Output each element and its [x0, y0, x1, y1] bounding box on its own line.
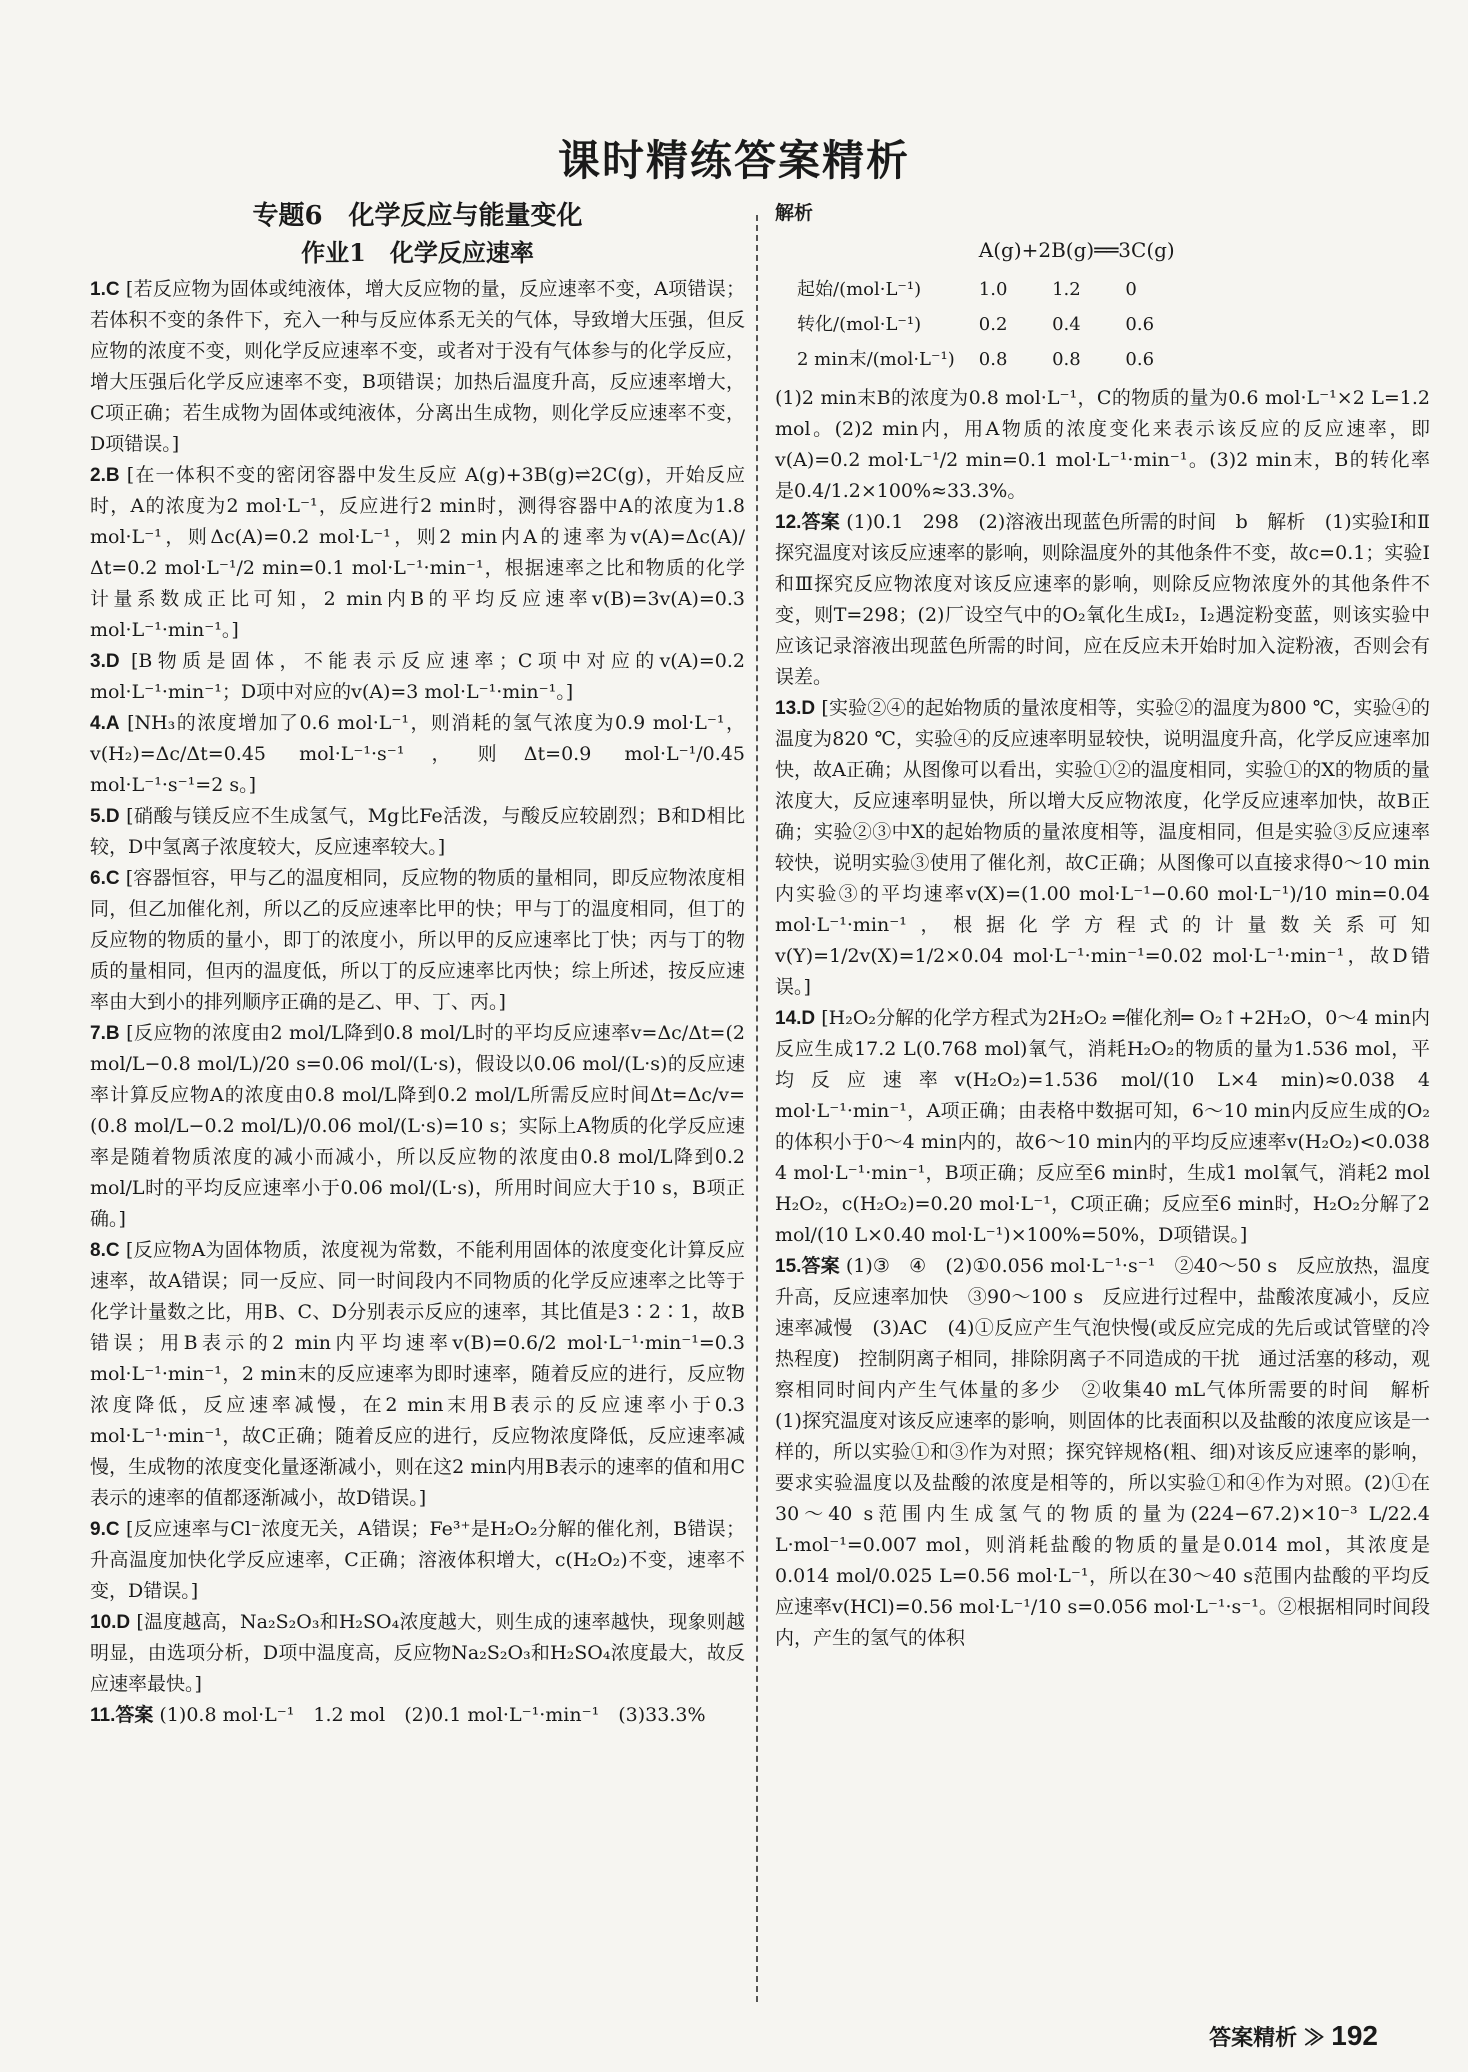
answer-item	[775, 1003, 1430, 1251]
chapter-heading: 专题6 化学反应与能量变化	[252, 201, 583, 231]
answer-number: 8.C	[90, 1240, 120, 1261]
three-line-calc-table	[785, 233, 1187, 377]
reaction-equation: A(g)+2B(g)══3C(g)	[978, 238, 1175, 262]
answer-number: 12.答案	[775, 512, 840, 533]
answer-text: [容器恒容，甲与乙的温度相同，反应物的物质的量相同，即反应物浓度相同，但乙加催化剂，所以乙的反应速率比甲的快；甲与丁的温度相同，但丁的反应物的物质的量小，即丁的浓度小，所以甲的反应速率比丁快；丙与丁的物质的量相同，但丙的温度低，所以丁的反应速率比丙快；综上所述，按反应速率由大到小的排列顺序正确的是乙、甲、丁、丙。]	[90, 867, 745, 1013]
answer-text: (1)0.8 mol·L⁻¹ 1.2 mol (2)0.1 mol·L⁻¹·min⁻¹ (3)33.3%	[159, 1704, 706, 1726]
analysis-heading: 解析	[775, 202, 814, 224]
answer-number: 3.D	[90, 651, 120, 672]
page-title: 课时精练答案精析	[557, 136, 910, 185]
answer-text: [若反应物为固体或纯液体，增大反应物的量，反应速率不变，A项错误；若体积不变的条件下，充入一种与反应体系无关的气体，导致增大压强，但反应物的浓度不变，则化学反应速率不变，或者对于没有气体参与的化学反应，增大压强后化学反应速率不变，B项错误；加热后温度升高，反应速率增大，C项正确；若生成物为固体或纯液体，分离出生成物，则化学反应速率不变，D项错误。]	[90, 278, 745, 455]
answer-item	[90, 1235, 745, 1514]
page-footer	[1209, 2020, 1378, 2052]
answer-item	[775, 383, 1430, 507]
answer-item	[90, 1700, 745, 1731]
homework-heading: 作业1 化学反应速率	[301, 238, 534, 267]
table-row: 转化/(mol·L⁻¹) 0.2 0.4 0.6	[797, 314, 1155, 335]
answer-item	[90, 863, 745, 1018]
answer-text: [实验②④的起始物质的量浓度相等，实验②的温度为800 ℃，实验④的温度为820 ℃，实验④的反应速率明显较快，说明温度升高，化学反应速率加快，故A正确；从图像可以看出，实验①②的温度相同，实验①的X的物质的量浓度大，反应速率明显快，所以增大反应物浓度，化学反应速率加快，故B正确；实验②③中X的起始物质的量浓度相等，温度相同，但是实验③反应速率较快，说明实验③使用了催化剂，故C正确；从图像可以直接求得0～10 min内实验③的平均速率v(X)=(1.00 mol·L⁻¹−0.60 mol·L⁻¹)/10 min=0.04 mol·L⁻¹·min⁻¹，根据化学方程式的计量数关系可知v(Y)=1/2v(X)=1/2×0.04 mol·L⁻¹·min⁻¹=0.02 mol·L⁻¹·min⁻¹，故D错误。]	[775, 697, 1430, 998]
answer-text: [在一体积不变的密闭容器中发生反应 A(g)+3B(g)⇌2C(g)，开始反应时，A的浓度为2 mol·L⁻¹，反应进行2 min时，测得容器中A的浓度为1.8 mol·L⁻¹，则Δc(A)=0.2 mol·L⁻¹，则2 min内A的速率为v(A)=Δc(A)/Δt=0.2 mol·L⁻¹/2 min=0.1 mol·L⁻¹·min⁻¹，根据速率之比和物质的化学计量系数成正比可知，2 min内B的平均反应速率v(B)=3v(A)=0.3 mol·L⁻¹·min⁻¹。]	[90, 464, 745, 641]
answer-text: [硝酸与镁反应不生成氢气，Mg比Fe活泼，与酸反应较剧烈；B和D相比较，D中氢离子浓度较大，反应速率较大。]	[90, 805, 745, 858]
answer-number: 4.A	[90, 713, 120, 734]
answer-number: 5.D	[90, 806, 120, 827]
answer-item	[90, 1514, 745, 1607]
answer-item	[90, 460, 745, 646]
right-answer-list	[775, 383, 1450, 1654]
answer-number: 9.C	[90, 1519, 120, 1540]
answer-text: (1)2 min末B的浓度为0.8 mol·L⁻¹，C的物质的量为0.6 mol·L⁻¹×2 L=1.2 mol。(2)2 min内，用A物质的浓度变化来表示该反应的反应速率，即v(A)=0.2 mol·L⁻¹/2 min=0.1 mol·L⁻¹·min⁻¹。(3)2 min末，B的转化率是0.4/1.2×100%≈33.3%。	[775, 387, 1430, 502]
answer-text: (1)③ ④ (2)①0.056 mol·L⁻¹·s⁻¹ ②40～50 s 反应放热，温度升高，反应速率加快 ③90～100 s 反应进行过程中，盐酸浓度减小，反应速率减慢 (3)AC (4)①反应产生气泡快慢(或反应完成的先后或试管壁的冷热程度) 控制阴离子相同，排除阴离子不同造成的干扰 通过活塞的移动，观察相同时间内产生气体量的多少 ②收集40 mL气体所需要的时间 解析 (1)探究温度对该反应速率的影响，则固体的比表面积以及盐酸的浓度应该是一样的，所以实验①和③作为对照；探究锌规格(粗、细)对该反应速率的影响，要求实验温度以及盐酸的浓度是相等的，所以实验①和④作为对照。(2)①在30～40 s范围内生成氢气的物质的量为(224−67.2)×10⁻³ L/22.4 L·mol⁻¹=0.007 mol，则消耗盐酸的物质的量是0.014 mol，其浓度是0.014 mol/0.025 L=0.56 mol·L⁻¹，所以在30～40 s范围内盐酸的平均反应速率v(HCl)=0.56 mol·L⁻¹/10 s=0.056 mol·L⁻¹·s⁻¹。②根据相同时间段内，产生的氢气的体积	[775, 1255, 1450, 1649]
answer-text: [温度越高，Na₂S₂O₃和H₂SO₄浓度越大，则生成的速率越快，现象则越明显，由选项分析，D项中温度高，反应物Na₂S₂O₃和H₂SO₄浓度最大，故反应速率最快。]	[90, 1611, 745, 1695]
footer-label: 答案精析 ≫	[1209, 2025, 1326, 2050]
left-column	[90, 198, 745, 1731]
answer-item	[90, 801, 745, 863]
answer-item	[90, 274, 745, 460]
answer-item	[775, 693, 1430, 1003]
page-number: 192	[1331, 2020, 1378, 2051]
answer-text: [反应速率与Cl⁻浓度无关，A错误；Fe³⁺是H₂O₂分解的催化剂，B错误；升高温度加快化学反应速率，C正确；溶液体积增大，c(H₂O₂)不变，速率不变，D错误。]	[90, 1518, 745, 1602]
table-row: 2 min末/(mol·L⁻¹) 0.8 0.8 0.6	[797, 349, 1155, 370]
answer-text: [H₂O₂分解的化学方程式为2H₂O₂ ═催化剂═ O₂↑+2H₂O，0～4 min内反应生成17.2 L(0.768 mol)氧气，消耗H₂O₂的物质的量为1.536 mol，平均反应速率v(H₂O₂)=1.536 mol/(10 L×4 min)≈0.038 4 mol·L⁻¹·min⁻¹，A项正确；由表格中数据可知，6～10 min内反应生成的O₂的体积小于0～4 min内的，故6～10 min内的平均反应速率v(H₂O₂)<0.038 4 mol·L⁻¹·min⁻¹，B项正确；反应至6 min时，生成1 mol氧气，消耗2 mol H₂O₂，c(H₂O₂)=0.20 mol·L⁻¹，C项正确；反应至6 min时，H₂O₂分解了2 mol/(10 L×0.40 mol·L⁻¹)×100%=50%，D项错误。]	[775, 1007, 1430, 1246]
answer-text: [反应物A为固体物质，浓度视为常数，不能利用固体的浓度变化计算反应速率，故A错误；同一反应、同一时间段内不同物质的化学反应速率之比等于化学计量数之比，用B、C、D分别表示反应的速率，其比值是3∶2∶1，故B错误；用B表示的2 min内平均速率v(B)=0.6/2 mol·L⁻¹·min⁻¹=0.3 mol·L⁻¹·min⁻¹，2 min末的反应速率为即时速率，随着反应的进行，反应物浓度降低，反应速率减慢，在2 min末用B表示的反应速率小于0.3 mol·L⁻¹·min⁻¹，故C正确；随着反应的进行，反应物浓度降低，反应速率减慢，生成物的浓度变化量逐渐减小，则在这2 min内用B表示的速率的值和用C表示的速率的值都逐渐减小，故D错误。]	[90, 1239, 745, 1509]
answer-text: [反应物的浓度由2 mol/L降到0.8 mol/L时的平均反应速率v=Δc/Δt=(2 mol/L−0.8 mol/L)/20 s=0.06 mol/(L·s)，假设以0.06 mol/(L·s)的反应速率计算反应物A的浓度由0.8 mol/L降到0.2 mol/L所需反应时间Δt=Δc/v=(0.8 mol/L−0.2 mol/L)/0.06 mol/(L·s)=10 s；实际上A物质的化学反应速率是随着物质浓度的减小而减小，所以反应物的浓度由0.8 mol/L降到0.2 mol/L时的平均反应速率小于0.06 mol/(L·s)，所用时间应大于10 s，B项正确。]	[90, 1022, 745, 1230]
answer-number: 13.D	[775, 698, 816, 719]
table-row: 起始/(mol·L⁻¹) 1.0 1.2 0	[797, 279, 1137, 300]
answer-number: 1.C	[90, 279, 120, 300]
answer-number: 10.D	[90, 1612, 131, 1633]
answer-number: 15.答案	[775, 1256, 840, 1277]
answer-item	[775, 1251, 1450, 1654]
answer-number: 2.B	[90, 465, 120, 486]
column-divider	[756, 215, 758, 2002]
answer-number: 11.答案	[90, 1705, 154, 1726]
answer-item	[90, 1018, 745, 1235]
answer-number: 7.B	[90, 1023, 120, 1044]
right-column	[775, 198, 1450, 1654]
answer-number: 6.C	[90, 868, 120, 889]
answer-item	[775, 507, 1430, 693]
answer-number: 14.D	[775, 1008, 816, 1029]
answer-item	[90, 646, 745, 708]
answer-text: [NH₃的浓度增加了0.6 mol·L⁻¹，则消耗的氢气浓度为0.9 mol·L⁻¹，v(H₂)=Δc/Δt=0.45 mol·L⁻¹·s⁻¹，则Δt=0.9 mol·L⁻¹/0.45 mol·L⁻¹·s⁻¹=2 s。]	[90, 712, 745, 796]
answer-text: [B物质是固体，不能表示反应速率；C项中对应的v(A)=0.2 mol·L⁻¹·min⁻¹；D项中对应的v(A)=3 mol·L⁻¹·min⁻¹。]	[90, 650, 745, 703]
answer-item	[90, 1607, 745, 1700]
left-answer-list	[90, 274, 745, 1731]
answer-text: (1)0.1 298 (2)溶液出现蓝色所需的时间 b 解析 (1)实验Ⅰ和Ⅱ探究温度对该反应速率的影响，则除温度外的其他条件不变，故c=0.1；实验Ⅰ和Ⅲ探究反应物浓度对该反应速率的影响，则除反应物浓度外的其他条件不变，则T=298；(2)厂设空气中的O₂氧化生成I₂，I₂遇淀粉变蓝，则该实验中应该记录溶液出现蓝色所需的时间，应在反应未开始时加入淀粉液，否则会有误差。	[775, 511, 1430, 688]
answer-item	[90, 708, 745, 801]
